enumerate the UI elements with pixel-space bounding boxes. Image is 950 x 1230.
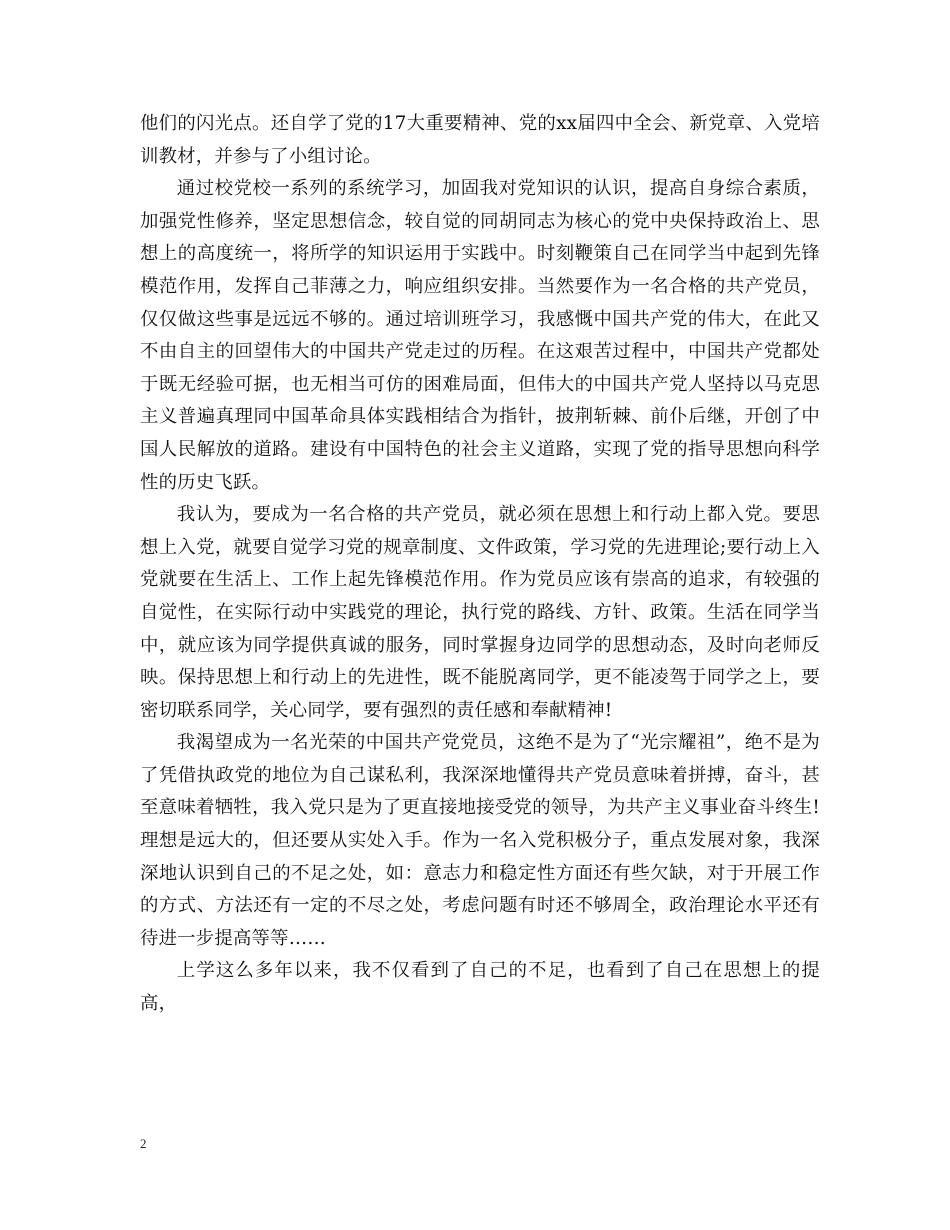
paragraph-1: 他们的闪光点。还自学了党的17大重要精神、党的xx届四中全会、新党章、入党培训教材，并参与了小组讨论。 — [140, 113, 820, 167]
paragraph-4: 我渴望成为一名光荣的中国共产党党员，这绝不是为了“光宗耀祖”，绝不是为了凭借执政党的地位为自己谋私利，我深深地懂得共产党员意味着拼搏，奋斗，甚至意味着牺牲，我入党只是为了更直接地接受党的领导，为共产主义事业奋斗终生!理想是远大的，但还要从实处入手。作为一名入党积极分子，重点发展对象，我深深地认识到自己的不足之处，如：意志力和稳定性方面还有些欠缺，对于开展工作的方式、方法还有一定的不尽之处，考虑问题有时还不够周全，政治理论水平还有待进一步提高等等…… — [140, 732, 820, 949]
document-page — [140, 108, 820, 1021]
paragraph-2: 通过校党校一系列的系统学习，加固我对党知识的认识，提高自身综合素质，加强党性修养，坚定思想信念，较自觉的同胡同志为核心的党中央保持政治上、思想上的高度统一，将所学的知识运用于实践中。时刻鞭策自己在同学当中起到先锋模范作用，发挥自己菲薄之力，响应组织安排。当然要作为一名合格的共产党员，仅仅做这些事是远远不够的。通过培训班学习，我感慨中国共产党的伟大，在此又不由自主的回望伟大的中国共产党走过的历程。在这艰苦过程中，中国共产党都处于既无经验可据，也无相当可仿的困难局面，但伟大的中国共产党人坚持以马克思主义普遍真理同中国革命具体实践相结合为指针，披荆斩棘、前仆后继，开创了中国人民解放的道路。建设有中国特色的社会主义道路，实现了党的指导思想向科学性的历史飞跃。 — [140, 178, 820, 493]
page-number: 2 — [140, 1136, 147, 1151]
paragraph-3: 我认为，要成为一名合格的共产党员，就必须在思想上和行动上都入党。要思想上入党，就要自觉学习党的规章制度、文件政策，学习党的先进理论;要行动上入党就要在生活上、工作上起先锋模范作用。作为党员应该有崇高的追求，有较强的自觉性，在实际行动中实践党的理论，执行党的路线、方针、政策。生活在同学当中，就应该为同学提供真诚的服务，同时掌握身边同学的思想动态，及时向老师反映。保持思想上和行动上的先进性，既不能脱离同学，更不能凌驾于同学之上，要密切联系同学，关心同学，要有强烈的责任感和奉献精神! — [140, 504, 820, 721]
paragraph-5: 上学这么多年以来，我不仅看到了自己的不足，也看到了自己在思想上的提高， — [140, 960, 820, 1015]
